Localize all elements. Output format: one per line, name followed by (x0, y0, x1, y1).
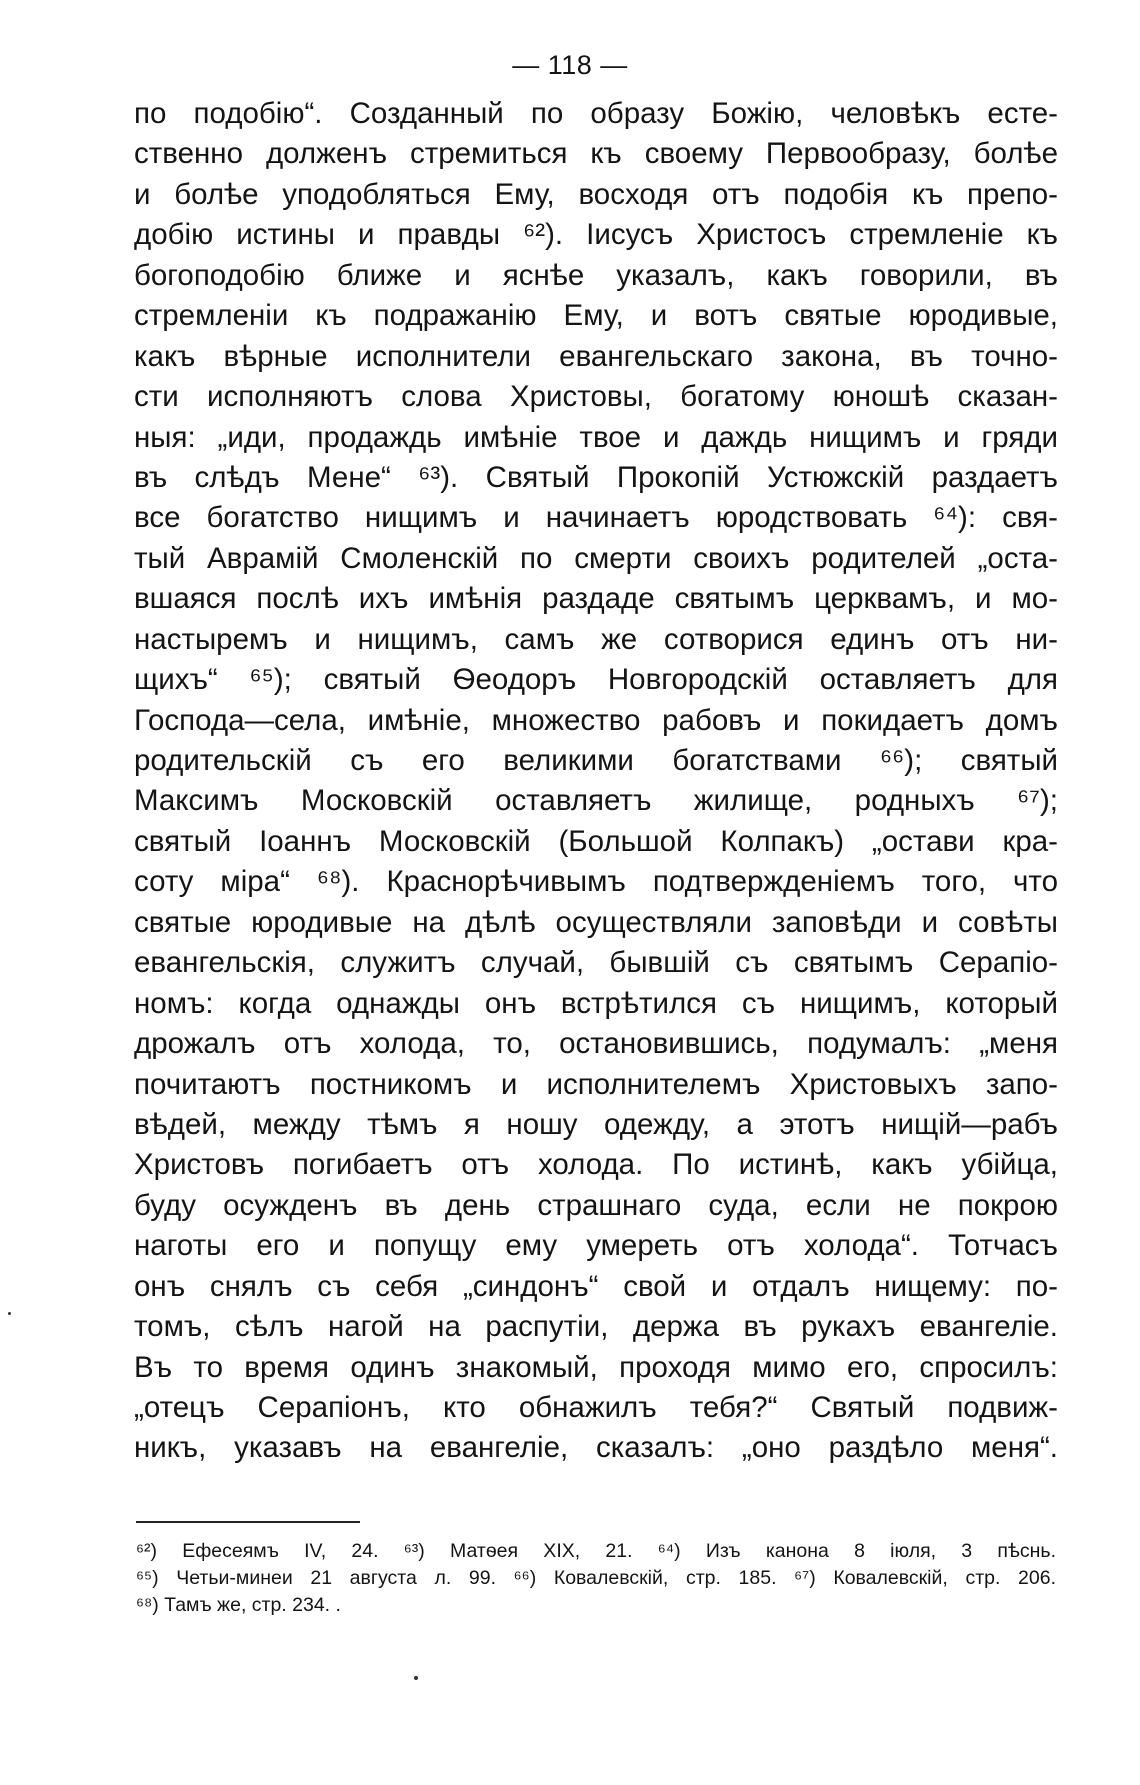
page-number: — 118 — (512, 50, 628, 80)
text-line: томъ, сѣлъ нагой на распутіи, держа въ рукахъ евангеліе. (134, 1310, 1058, 1344)
body-text (134, 94, 1058, 1469)
text-line: богоподобію ближе и яснѣе указалъ, какъ говорили, въ (134, 258, 1058, 292)
text-line: вѣдей, между тѣмъ я ношу одежду, а этотъ нищій—рабъ (134, 1107, 1058, 1141)
text-line: ныя: „иди, продаждь имѣніе твое и даждь нищимъ и гряди (134, 420, 1058, 454)
footnote-line: ⁶²) Ефесеямъ IV, 24. ⁶³) Матѳея XIX, 21. ⁶⁴) Изъ канона 8 іюля, 3 пѣснь. (136, 1540, 1056, 1562)
text-line: Господа—села, имѣніе, множество рабовъ и покидаетъ домъ (134, 703, 1058, 737)
footnotes (136, 1538, 1056, 1619)
text-line: тый Аврамій Смоленскій по смерти своихъ родителей „оста- (134, 541, 1058, 575)
text-line: и болѣе уподобляться Ему, восходя отъ подобія къ препо- (134, 177, 1058, 211)
text-line: почитаютъ постникомъ и исполнителемъ Христовыхъ запо- (134, 1067, 1058, 1101)
text-line: буду осужденъ въ день страшнаго суда, если не покрою (134, 1188, 1058, 1222)
text-line: стремленіи къ подражанію Ему, и вотъ святые юродивые, (134, 299, 1058, 333)
scan-speck (414, 1676, 418, 1680)
text-line: „отецъ Серапіонъ, кто обнажилъ тебя?“ Святый подвиж- (134, 1391, 1058, 1424)
text-line: вшаяся послѣ ихъ имѣнія раздаде святымъ церквамъ, и мо- (134, 582, 1058, 616)
text-line: святый Іоаннъ Московскій (Большой Колпакъ) „остави кра- (134, 824, 1058, 858)
text-line: все богатство нищимъ и начинаетъ юродствовать ⁶⁴): свя- (134, 501, 1058, 535)
text-line: щихъ“ ⁶⁵); святый Ѳеодоръ Новгородскій оставляетъ для (134, 663, 1058, 697)
text-line: никъ, указавъ на евангеліе, сказалъ: „оно раздѣло меня“. (134, 1431, 1058, 1465)
text-line: наготы его и попущу ему умереть отъ холода“. Тотчасъ (134, 1229, 1058, 1263)
text-line: дрожалъ отъ холода, то, остановившись, подумалъ: „меня (134, 1027, 1058, 1061)
text-line: евангельскія, служитъ случай, бывшій съ святымъ Серапіо- (134, 946, 1058, 980)
text-line: святые юродивые на дѣлѣ осуществляли заповѣди и совѣты (134, 905, 1058, 939)
text-line: Христовъ погибаетъ отъ холода. По истинѣ, какъ убійца, (134, 1148, 1058, 1182)
footnote-divider (136, 1521, 360, 1523)
text-line: какъ вѣрные исполнители евангельскаго закона, въ точно- (134, 339, 1058, 373)
text-line: соту міра“ ⁶⁸). Краснорѣчивымъ подтвержденіемъ того, что (134, 865, 1058, 899)
text-line: ственно долженъ стремиться къ своему Первообразу, болѣе (134, 137, 1058, 171)
text-line: номъ: когда однажды онъ встрѣтился съ нищимъ, который (134, 986, 1058, 1020)
text-line: родительскій съ его великими богатствами ⁶⁶); святый (134, 744, 1058, 777)
text-line: Въ то время одинъ знакомый, проходя мимо его, спросилъ: (134, 1350, 1058, 1384)
text-line: настыремъ и нищимъ, самъ же сотворися единъ отъ ни- (134, 622, 1058, 656)
text-line: сти исполняютъ слова Христовы, богатому юношѣ сказан- (134, 380, 1058, 414)
scan-speck (8, 1312, 11, 1315)
text-line: онъ снялъ съ себя „синдонъ“ свой и отдалъ нищему: по- (134, 1269, 1058, 1303)
text-line: Максимъ Московскій оставляетъ жилище, родныхъ ⁶⁷); (134, 784, 1058, 818)
footnote-line: ⁶⁵) Четьи-минеи 21 августа л. 99. ⁶⁶) Ковалевскій, стр. 185. ⁶⁷) Ковалевскій, стр. 206. (136, 1567, 1056, 1589)
text-line: въ слѣдъ Мене“ ⁶³). Святый Прокопій Устюжскій раздаетъ (134, 460, 1058, 494)
text-line: по подобію“. Созданный по образу Божію, человѣкъ есте- (134, 97, 1058, 130)
footnote-line: ⁶⁸) Тамъ же, стр. 234. . (136, 1594, 341, 1616)
text-line: добію истины и правды ⁶²). Іисусъ Христосъ стремленіе къ (134, 218, 1058, 252)
